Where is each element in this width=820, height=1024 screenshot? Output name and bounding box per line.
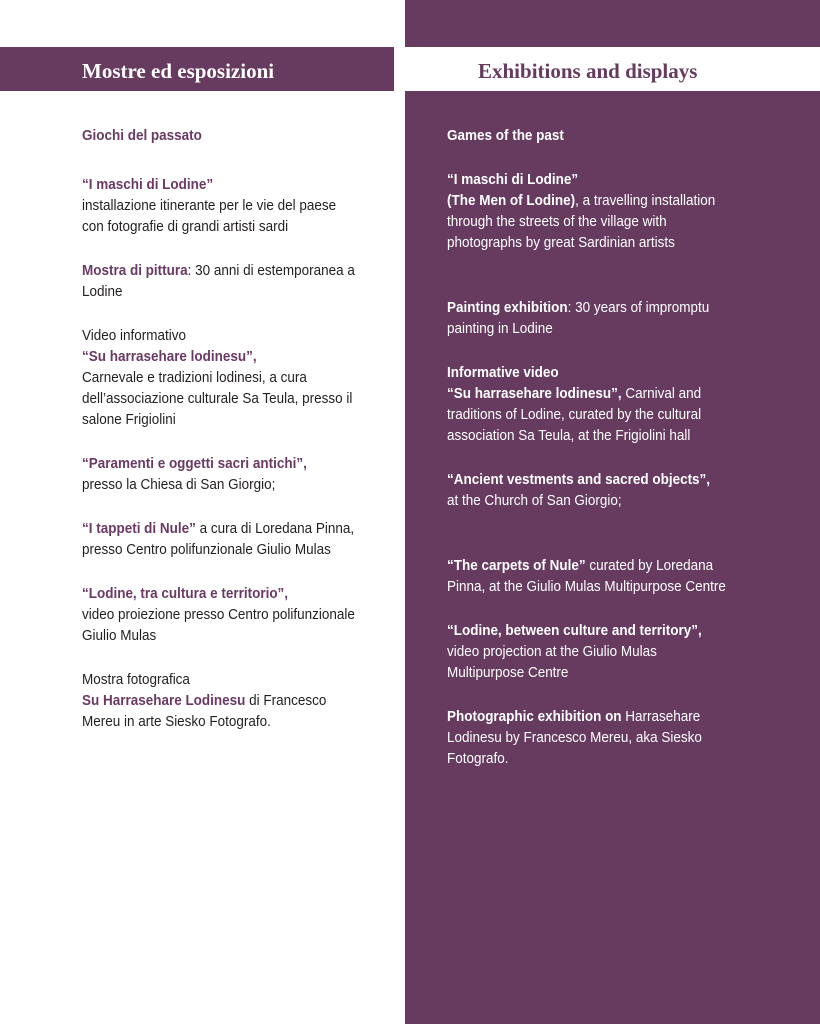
exhibit-intro: Mostra fotografica [82, 672, 190, 688]
exhibit-text: Carnevale e tradizioni lodinesi, a cura dell’associazione culturale Sa Teula, presso il salone Frigiolini [82, 370, 353, 428]
exhibit-title: “Ancient vestments and sacred objects”, [447, 472, 711, 488]
right-title-banner [405, 47, 820, 91]
exhibit-text: installazione itinerante per le vie del paese con fotografie di grandi artisti sardi [82, 198, 337, 235]
right-page-title: Exhibitions and displays [478, 59, 698, 83]
exhibit-text: at the Church of San Giorgio; [447, 493, 622, 509]
exhibit-title: “I maschi di Lodine” [82, 177, 214, 193]
right-column [447, 126, 733, 770]
exhibit-text: Harrasehare Lodinesu by Francesco Mereu, aka Siesko Fotografo. [447, 709, 702, 767]
exhibit-title: “Su harrasehare lodinesu”, [82, 349, 257, 365]
left-section-heading [82, 126, 361, 147]
exhibit-title: “I tappeti di Nule” [82, 521, 196, 537]
exhibit-title: “The carpets of Nule” [447, 558, 586, 574]
exhibit-text: video projection at the Giulio Mulas Multipurpose Centre [447, 644, 657, 681]
left-column [82, 126, 361, 733]
exhibit-paramenti [82, 454, 361, 496]
exhibit-subtitle: “Su harrasehare lodinesu”, [447, 386, 622, 402]
exhibit-title: “Lodine, tra cultura e territorio”, [82, 586, 289, 602]
exhibit-title: Painting exhibition [447, 300, 568, 316]
exhibit-lodine-cultura [82, 584, 361, 647]
exhibit-title: Informative video [447, 365, 559, 381]
right-section-heading [447, 126, 733, 147]
exhibit-title: “Paramenti e oggetti sacri antichi”, [82, 456, 307, 472]
heading-text: Giochi del passato [82, 128, 202, 144]
exhibit-painting [447, 298, 733, 340]
left-page-title: Mostre ed esposizioni [82, 59, 275, 83]
exhibit-text: di Francesco Mereu in arte Siesko Fotografo. [82, 693, 327, 730]
exhibit-text: a cura di Loredana Pinna, presso Centro polifunzionale Giulio Mulas [82, 521, 355, 558]
exhibit-title: Su Harrasehare Lodinesu [82, 693, 246, 709]
exhibit-video-informativo [82, 326, 361, 431]
exhibit-title: Photographic exhibition on [447, 709, 622, 725]
exhibit-text: : 30 anni di estemporanea a Lodine [82, 263, 355, 300]
exhibit-text: curated by Loredana Pinna, at the Giulio Mulas Multipurpose Centre [447, 558, 726, 595]
exhibit-maschi-lodine [82, 175, 361, 238]
exhibit-title: “Lodine, between culture and territory”, [447, 623, 702, 639]
exhibit-informative-video [447, 363, 733, 447]
exhibit-text: Carnival and traditions of Lodine, curated by the cultural association Sa Teula, at the Frigiolini hall [447, 386, 702, 444]
exhibit-mostra-pittura [82, 261, 361, 303]
exhibit-mostra-fotografica [82, 670, 361, 733]
exhibit-tappeti-nule [82, 519, 361, 561]
exhibit-vestments [447, 470, 733, 512]
exhibit-text: : 30 years of impromptu painting in Lodine [447, 300, 710, 337]
exhibit-carpets-nule [447, 556, 733, 598]
exhibit-intro: Video informativo [82, 328, 186, 344]
exhibit-text: video proiezione presso Centro polifunzionale Giulio Mulas [82, 607, 355, 644]
exhibit-text: , a travelling installation through the streets of the village with photographs by great Sardinian artists [447, 193, 716, 251]
exhibit-subtitle: (The Men of Lodine) [447, 193, 576, 209]
exhibit-photographic [447, 707, 733, 770]
exhibit-title: Mostra di pittura [82, 263, 188, 279]
exhibit-lodine-culture [447, 621, 733, 684]
exhibit-title: “I maschi di Lodine” [447, 172, 579, 188]
left-title-banner [0, 47, 394, 91]
exhibit-men-of-lodine [447, 170, 733, 254]
heading-text: Games of the past [447, 128, 564, 144]
exhibit-text: presso la Chiesa di San Giorgio; [82, 477, 276, 493]
